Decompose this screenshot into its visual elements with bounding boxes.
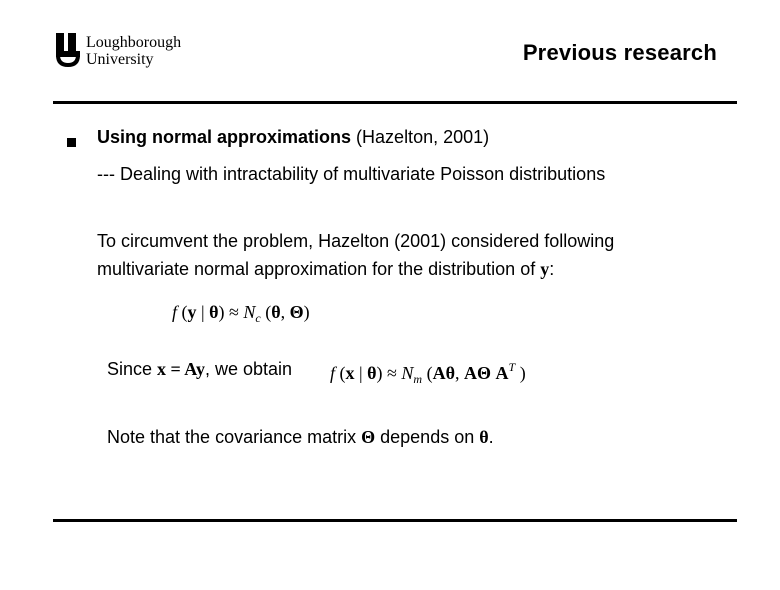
f2-open: (: [335, 363, 346, 383]
since-equation: x = Ay: [157, 359, 205, 379]
f2-sup: T: [508, 360, 516, 374]
f1-sub: c: [255, 311, 261, 325]
f1-bar: |: [196, 302, 210, 322]
f1-theta: θ: [209, 302, 219, 322]
f2-Atheta: Aθ: [432, 363, 455, 383]
formula-normal-approx-y: [172, 302, 310, 326]
f1-args-close: ): [303, 302, 310, 322]
f1-y: y: [187, 302, 197, 322]
paragraph-line-2-text: multivariate normal approximation for the distribution of: [97, 259, 541, 279]
top-divider: [53, 101, 737, 104]
university-logo: [56, 33, 181, 69]
logo-line-2: University: [86, 51, 154, 68]
f2-f: f: [330, 363, 336, 383]
subtitle-line: --- Dealing with intractability of multivariate Poisson distributions: [97, 164, 606, 184]
bullet-heading-citation: (Hazelton, 2001): [351, 127, 490, 147]
f1-approx: ) ≈: [218, 302, 244, 322]
since-prefix: Since: [107, 359, 158, 379]
slide-title: Previous research: [522, 40, 717, 65]
bullet-heading-bold: Using normal approximations: [97, 127, 352, 147]
bullet-heading: [97, 127, 489, 148]
f2-args-open: (: [422, 363, 433, 383]
f2-comma: ,: [455, 363, 464, 383]
f1-Theta: Θ: [289, 302, 304, 322]
f1-N: N: [243, 302, 256, 322]
logo-line-1: Loughborough: [86, 34, 182, 51]
f2-approx: ) ≈: [376, 363, 402, 383]
note-theta: θ: [479, 427, 489, 447]
since-line: [107, 359, 292, 380]
note-line: [107, 427, 494, 448]
formula-normal-approx-x: [330, 360, 526, 387]
f1-open: (: [177, 302, 188, 322]
paragraph-line-2: [97, 259, 554, 280]
paragraph-line-1: To circumvent the problem, Hazelton (2001) considered following: [97, 231, 615, 251]
note-prefix: Note that the covariance matrix: [107, 427, 362, 447]
f2-theta: θ: [367, 363, 377, 383]
f2-args-close: ): [515, 363, 526, 383]
f2-bar: |: [354, 363, 368, 383]
f1-comma: ,: [280, 302, 290, 322]
f1-f: f: [172, 302, 178, 322]
note-end: .: [488, 427, 494, 447]
f2-x: x: [345, 363, 355, 383]
f2-N: N: [401, 363, 414, 383]
f1-args-open: (: [260, 302, 272, 322]
f1-theta2: θ: [271, 302, 281, 322]
f2-sub: m: [413, 372, 423, 386]
paragraph-line-2-colon: :: [549, 259, 555, 279]
square-bullet-icon: [67, 138, 76, 147]
loughborough-logo-icon: [56, 33, 80, 69]
f2-AThetaA: AΘ A: [464, 363, 509, 383]
note-Theta: Θ: [361, 427, 376, 447]
since-suffix: , we obtain: [204, 359, 293, 379]
note-mid: depends on: [375, 427, 480, 447]
variable-y: y: [540, 259, 550, 279]
bottom-divider: [53, 519, 737, 522]
